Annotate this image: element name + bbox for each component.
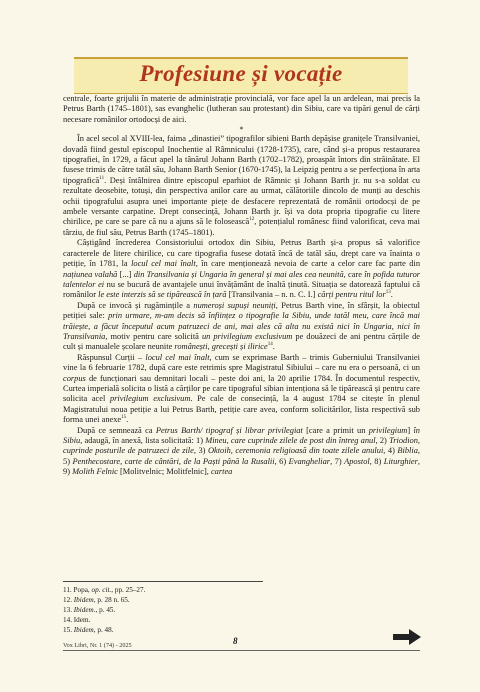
right-arrow-icon[interactable] — [392, 628, 422, 646]
section-title: Profesiune și vocație — [139, 61, 343, 86]
paragraph: Câștigând încrederea Consistoriului ortodox din Sibiu, Petrus Barth și-a propus să valorifice caracterele de litere chirilice, cu care tipografia fusese dotată încă de tatăl său, drept care va înainta o petiție, în 1781, la locul cel mai înalt, în care menționează nevoia de carte a celor care fac parte din națiunea valahă [...] din Transilvania și Ungaria în general și mai ales cea neunită, care în pofida tuturor talentelor ei nu se bucură de avantajele unui învățământ de înaltă ținută. Situația se datorează faptului că românilor le este interzis să se tipărească în țară [Transilvania – n. n. C. I.] cărți pentru ritul lor$^{13}$. — [63, 238, 421, 300]
paragraph: După ce invocă și rugămințile a numeroși supuși neuniți, Petrus Barth vine, în sfârșit, la obiectul petiției sale: prin urmare, m-am decis să înființez o tipografie la Sibiu, unde tatăl meu, care încă mai trăiește, a făcut începutul acum patruzeci de ani, mai ales că alta nu există nici în Ungaria, nici în Transilvania, motiv pentru care solicită un privilegium exclusivum pe douăzeci de ani pentru cărțile de cult și manualele școlare neunite românești, grecești și ilirice$^{14}$. — [63, 300, 421, 352]
footnote: 13. Ibidem., p. 45. — [63, 606, 116, 614]
paragraph: Răspunsul Curții – locul cel mai înalt, cum se exprimase Barth – trimis Guberniului Transilvaniei vine la 6 februarie 1782, după care este retrimis spre Magistratul Sibiului – care nu era o persoană, ci un corpus de funcționari sau demnitari locali – peste doi ani, la 20 aprilie 1784. În documentul respectiv, Curtea imperială solicita o listă a cărților pe care tipograful sibian intenționa să le tipărească și pentru care solicita acel privilegium exclusivum. Pe cale de consecință, la 4 august 1784 se citește în plenul Magistratului noua petiție a lui Petrus Barth, petiție care avea, conform solicitărilor, lista respectivă sub forma unei anexe$^{15}$. — [63, 352, 420, 425]
paragraph: După ce semnează ca Petrus Barth/ tipograf și librar privilegiat [care a primit un privilegium] în Sibiu, adaugă, în anexă, lista solicitată: 1) Mineu, care cuprinde zilele de post din întreg anul, 2) Triodion, cuprinde posturile de patruzeci de zile, 3) Oktoih, ceremonia religioasă din toate zilele anului, 4) Biblia, 5) Penthecostare, carte de cântări, de la Paști până la Rusalii, 6) Evangheliar, 7) Apostol, 8) Liturghier, 9) Molith Felnic [Molitvelnic; Molitfelnic], cartea — [63, 425, 421, 477]
page-number: 8 — [233, 636, 238, 646]
footnotes — [63, 581, 263, 635]
paragraph: centrale, foarte grijulii în materie de administrație provincială, vor face apel la un ardelean, mai precis la Petrus Barth (1745–1801), sas evanghelic (lutheran sau protestant) din Sibiu, care va tipări genul de cărți necesare românilor ortodocși de aici. — [63, 94, 420, 124]
footnote: 12. Ibidem, p. 28 n. 65. — [63, 596, 130, 604]
footnote: 11. Popa, op. cit., pp. 25–27. — [63, 586, 146, 594]
footnote: 14. Idem. — [63, 616, 91, 624]
footnote: 15. Ibidem, p. 48. — [63, 626, 114, 634]
footer-divider — [63, 650, 420, 651]
journal-issue: Vox Libri, Nr. 1 (74) - 2025 — [63, 642, 132, 649]
article-body — [63, 94, 420, 478]
section-separator: * — [239, 125, 244, 135]
paragraph: În acel secol al XVIII-lea, faima „dinastiei” tipografilor sibieni Barth depășise granițele Transilvaniei, dovadă fiind gestul episcopul Inochentie al Râmnicului (1728-1735), care, când și-a propus restaurarea tipografiei, în 1729, a făcut apel la tânărul Johann Barth (1702–1782), proaspăt întors din străinătate. El fusese trimis de către tatăl său, Johann Barth Senior (1670-1745), la Leipzig pentru a se perfecționa în arta tipografică$^{11}$. Deși întâlnirea dintre episcopul eparhiot de Râmnic și Johann Barth jr. nu s-a soldat cu rezultate deosebite, totuși, din perspectiva anilor care au urmat, călătoriile dincolo de munți au deschis ochii tipografului asupra unei importante piețe de desfacere reprezentată de românii ortodocși de pe ambele versante carpatine. Drept consecință, Johann Barth jr. își va dota propria tipografie cu litere chirilice, pe care se pare că nu a ajuns să le folosească$^{12}$, potențialul românesc fiind valorificat, ceva mai târziu, de fiul său, Petrus Barth (1745–1801). — [63, 134, 420, 237]
